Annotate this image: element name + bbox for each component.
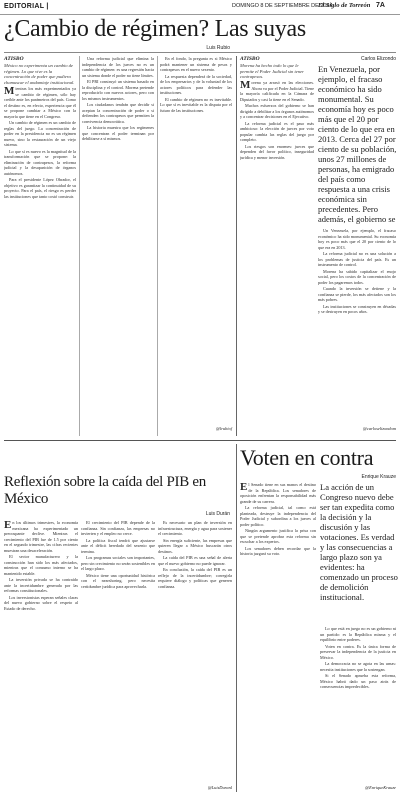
- article4-headline: Voten en contra: [240, 445, 374, 470]
- column-divider: [157, 56, 158, 436]
- column-divider: [79, 56, 80, 436]
- paragraph: Morena ya arrasó en las elecciones. Ahora va por el Poder Judicial. Tiene la mayoría calificada en la Cámara de Diputados y casi la tiene en el Senado.: [240, 80, 314, 102]
- paragraph: Un Venezuela, por ejemplo, el fracaso económico ha sido monumental. Su economía hoy es poco más que el 20 por ciento de lo que era en 2013.: [318, 228, 396, 250]
- paragraph: Para el presidente López Obrador, el objetivo es garantizar la continuidad de su proyecto. Para el país, el riesgo es perder las instituciones que tanto costó construir.: [4, 177, 76, 199]
- paragraph: Ningún argumento justifica la prisa con que se pretende aprobar esta reforma sin escuchar a los expertos.: [240, 528, 316, 544]
- paragraph: Es necesario un plan de inversión en infraestructura, energía y agua para sostener el crecimiento.: [158, 520, 232, 536]
- paragraph: El cambio de régimen no es inevitable. Lo que sí es inevitable es la disputa por el futuro de las instituciones.: [160, 96, 232, 113]
- article1-column-3: [160, 56, 232, 424]
- paragraph: La caída del PIB es una señal de alerta que el nuevo gobierno no puede ignorar.: [158, 555, 232, 566]
- paragraph: La política fiscal tendrá que ajustarse ante el déficit heredado del sexenio que termina.: [81, 537, 155, 554]
- article2-column-2: [318, 228, 396, 424]
- page-header: [0, 0, 400, 15]
- article4-pull-quote: La acción de un Congreso nuevo debe ser tan expedita como la decisión y la discusión y las votaciones. Es verdad y las consecuencias a largo plazo son ya evidentes: ha comenzado un proceso de demolición institucional.: [320, 482, 398, 602]
- article3-signature: @LuisDuranl: [207, 785, 232, 790]
- newspaper-name: El Siglo de Torreón: [318, 2, 371, 9]
- article-divider: [236, 444, 237, 792]
- article1-kicker: ATISBO: [4, 56, 24, 62]
- article2-signature: @carloselizondom: [362, 426, 396, 431]
- paragraph: Si el Senado aprueba esta reforma, México habrá dado un paso atrás de consecuencias impredecibles.: [320, 673, 396, 689]
- article1-byline: Luis Rubio: [206, 45, 230, 51]
- article3-column-3: [158, 520, 232, 782]
- article2-pull-quote: En Venezuela, por ejemplo, el fracaso económico ha sido monumental. Su economía hoy es poco más que el 20 por ciento de lo que era en 2013. Cerca del 27 por ciento de su población, unos 27 millones de personas, ha emigrado del país como respuesta a una crisis económica sin precedentes. Pero además, el gobierno se: [318, 64, 397, 224]
- page-number: 7A: [376, 2, 385, 9]
- issue-date: DOMINGO 8 DE SEPTIEMBRE DE 2024: [232, 3, 333, 9]
- article4-byline: Enrique Krauze: [361, 474, 396, 480]
- paragraph: Muchos esfuerzos del gobierno se han dirigido a debilitar a los órganos autónomos y a concentrar decisiones en el Ejecutivo.: [240, 103, 314, 119]
- paragraph: Sin energía suficiente, las empresas que quieren llegar a México buscarán otros destinos.: [158, 537, 232, 554]
- section-label: EDITORIAL |: [4, 3, 49, 10]
- paragraph: El sector manufacturero y la construcción han sido los más afectados, mientras que el consumo interno se ha mantenido estable.: [4, 554, 78, 576]
- article2-kicker: ATISBO: [240, 56, 260, 62]
- paragraph: Los inversionistas esperan señales claras del nuevo gobierno sobre el respeto al Estado de derecho.: [4, 594, 78, 611]
- article2-column-1: [240, 80, 314, 436]
- paragraph: El Senado tiene en sus manos el destino de la República. Los senadores de oposición enfrentan la responsabilidad más grande de su carrera.: [240, 482, 316, 504]
- section-divider: [4, 440, 396, 441]
- paragraph: Los senadores deben recordar que la historia juzgará su voto.: [240, 545, 316, 556]
- article3-headline: Reflexión sobre la caída del PIB en México: [4, 474, 206, 507]
- paragraph: Mientras los más experimentados ya se cambio de régimen, sólo hay creíble ante los parámetros del país. Como el destino es, en efecto, experiencia que él se propone cambiar a México con la mayoría que tiene en el Congreso.: [4, 86, 76, 119]
- article1-dek: México no experimenta un cambio de régimen. Lo que vive es la concentración de poder que pudiera chamuscar el andamiaje institucional.: [4, 63, 75, 85]
- paragraph: La respuesta dependerá de la sociedad, de los empresarios y de la voluntad de los actores políticos para defender las instituciones.: [160, 73, 232, 95]
- article1-headline: ¿Cambio de régimen? Las suyas: [4, 16, 306, 42]
- paragraph: La democracia no se agota en las urnas: necesita instituciones que la sostengan.: [320, 661, 396, 672]
- paragraph: Morena ha sabido capitalizar el enojo social, pero los costos de la concentración de poder los pagaremos todos.: [318, 268, 396, 285]
- paragraph: El crecimiento del PIB depende de la confianza. Sin confianza, las empresas no invierten y el empleo no crece.: [81, 520, 155, 536]
- paragraph: Las instituciones se construyen en décadas y se destruyen en pocos años.: [318, 303, 396, 314]
- paragraph: La historia muestra que los regímenes que concentran el poder terminan por debilitarse a sí mismos.: [82, 125, 154, 141]
- divider: [4, 52, 396, 53]
- article-divider: [236, 56, 237, 436]
- article3-column-2: [81, 520, 155, 790]
- paragraph: Lo que está en juego no es un gobierno ni un partido: es la República misma y el equilibrio entre poderes.: [320, 626, 396, 642]
- paragraph: En el fondo, la pregunta es si México podrá mantener un sistema de pesos y contrapesos en el nuevo sexenio.: [160, 56, 232, 72]
- article4-column-1: [240, 482, 316, 790]
- paragraph: La reforma judicial es el paso más ambicioso: la elección de jueces por voto popular cambia las reglas del juego por completo.: [240, 120, 314, 142]
- paragraph: La inversión privada se ha contraído ante la incertidumbre generada por las reformas constitucionales.: [4, 577, 78, 593]
- article3-column-1: [4, 520, 78, 790]
- paragraph: En los últimos trimestres, la economía mexicana ha experimentado un preocupante declive. Mientras el crecimiento del PIB fue de 1.5 por ciento en el segundo trimestre, las cifras recientes muestran una desaceleración.: [4, 520, 78, 553]
- article2-dek: Morena ha hecho todo lo que le permite el Poder Judicial sin tener contrapesos.: [240, 63, 304, 80]
- paragraph: Un cambio de régimen es un cambio de reglas del juego. La concentración de poder en la presidencia no es un régimen nuevo, sino la restauración de un viejo sistema.: [4, 120, 76, 147]
- paragraph: La reforma judicial, tal como está planteada, destruye la independencia del Poder Judicial y subordina a los jueces al poder político.: [240, 505, 316, 527]
- article1-signature: @lrubiof: [216, 426, 232, 431]
- article2-byline: Carlos Elizondo: [360, 56, 396, 62]
- paragraph: En conclusión, la caída del PIB es un reflejo de la incertidumbre; corregirla requiere diálogo y políticas que generen confianza.: [158, 567, 232, 589]
- paragraph: Cuando la inversión se detiene y la confianza se pierde, los más afectados son los más pobres.: [318, 286, 396, 302]
- paragraph: La reforma judicial no es una solución a los problemas de justicia del país. Es un instrumento de control.: [318, 251, 396, 267]
- paragraph: Los riesgos son enormes: jueces que dependen del favor político, inseguridad jurídica y menor inversión.: [240, 143, 314, 160]
- paragraph: Los programas sociales son importantes, pero sin crecimiento no serán sostenibles en el largo plazo.: [81, 555, 155, 571]
- paragraph: El PRI construyó un sistema basado en la disciplina y el control. Morena pretende reproducirlo con nuevos actores, pero con los mismos instrumentos.: [82, 79, 154, 101]
- article1-column-2: [82, 56, 154, 436]
- article1-column-1: [4, 86, 76, 436]
- paragraph: Voten en contra. Es la única forma de preservar la independencia de la justicia en México.: [320, 643, 396, 660]
- paragraph: Los ciudadanos tendrán que decidir si aceptan la concentración de poder o si defienden los contrapesos que permiten la convivencia democrática.: [82, 102, 154, 124]
- article4-column-2: [320, 626, 396, 780]
- paragraph: Lo que sí es nuevo es la magnitud de la transformación que se propone: la eliminación de contrapesos, la reforma judicial y la desaparición de órganos autónomos.: [4, 148, 76, 176]
- paragraph: México tiene una oportunidad histórica con el nearshoring, pero necesita certidumbre jurídica para aprovecharla.: [81, 572, 155, 589]
- article3-byline: Luis Durán: [205, 511, 230, 517]
- paragraph: Una reforma judicial que elimina la independencia de los jueces no es un cambio de régimen: es una regresión hacia un sistema donde el poder no tiene límites.: [82, 56, 154, 78]
- article4-signature: @EnriqueKrauze: [365, 785, 396, 790]
